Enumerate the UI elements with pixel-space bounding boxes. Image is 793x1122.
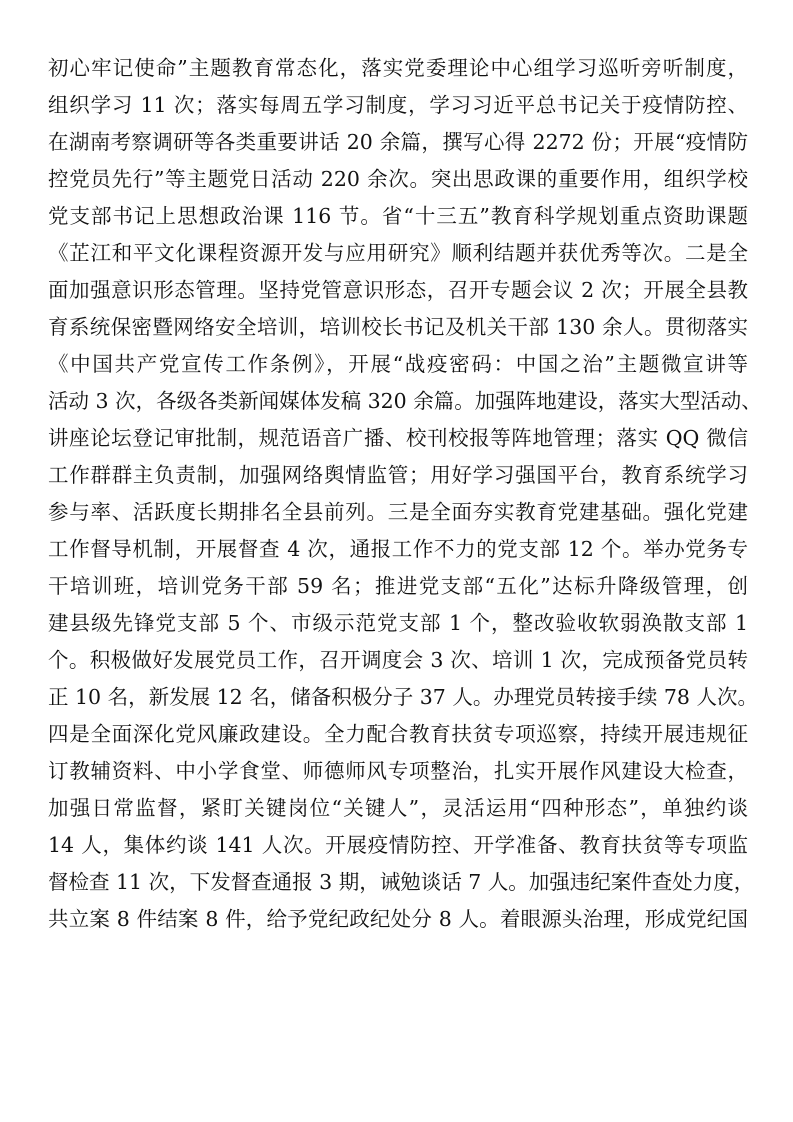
text-line: 订教辅资料、中小学食堂、师德师风专项整治，扎实开展作风建设大检查， xyxy=(48,759,748,783)
text-line: 《中国共产党宣传工作条例》，开展“战疫密码：中国之治”主题微宣讲等 xyxy=(48,352,748,376)
text-line: 建县级先锋党支部 5 个、市级示范党支部 1 个，整改验收软弱涣散支部 1 xyxy=(48,611,748,635)
text-line: 组织学习 11 次；落实每周五学习制度，学习习近平总书记关于疫情防控、 xyxy=(48,93,748,117)
text-line: 督检查 11 次，下发督查通报 3 期，诫勉谈话 7 人。加强违纪案件查处力度， xyxy=(48,870,755,894)
text-line: 正 10 名，新发展 12 名，储备积极分子 37 人。办理党员转接手续 78 人次。 xyxy=(48,685,758,709)
text-line: 初心牢记使命”主题教育常态化，落实党委理论中心组学习巡听旁听制度， xyxy=(48,56,748,80)
text-line: 面加强意识形态管理。坚持党管意识形态，召开专题会议 2 次；开展全县教 xyxy=(48,278,748,302)
text-line: 在湖南考察调研等各类重要讲话 20 余篇，撰写心得 2272 份；开展“疫情防 xyxy=(48,130,748,154)
text-line: 参与率、活跃度长期排名全县前列。三是全面夯实教育党建基础。强化党建 xyxy=(48,500,748,524)
text-line: 党支部书记上思想政治课 116 节。省“十三五”教育科学规划重点资助课题 xyxy=(48,204,748,228)
text-line: 个。积极做好发展党员工作，召开调度会 3 次、培训 1 次，完成预备党员转 xyxy=(48,648,748,672)
text-line: 工作群群主负责制，加强网络舆情监管；用好学习强国平台，教育系统学习 xyxy=(48,463,748,487)
text-line: 干培训班，培训党务干部 59 名；推进党支部“五化”达标升降级管理，创 xyxy=(48,574,748,598)
text-line: 工作督导机制，开展督查 4 次，通报工作不力的党支部 12 个。举办党务专 xyxy=(48,537,748,561)
text-line: 控党员先行”等主题党日活动 220 余次。突出思政课的重要作用，组织学校 xyxy=(48,167,748,191)
text-line: 14 人，集体约谈 141 人次。开展疫情防控、开学准备、教育扶贫等专项监 xyxy=(48,833,748,857)
body-text xyxy=(48,50,762,938)
text-line: 共立案 8 件结案 8 件，给予党纪政纪处分 8 人。着眼源头治理，形成党纪国 xyxy=(48,907,748,931)
text-line: 育系统保密暨网络安全培训，培训校长书记及机关干部 130 余人。贯彻落实 xyxy=(48,315,748,339)
text-line: 加强日常监督，紧盯关键岗位“关键人”，灵活运用“四种形态”，单独约谈 xyxy=(48,796,748,820)
text-line: 讲座论坛登记审批制，规范语音广播、校刊校报等阵地管理；落实 QQ 微信 xyxy=(48,426,748,450)
text-line: 《芷江和平文化课程资源开发与应用研究》顺利结题并获优秀等次。二是全 xyxy=(48,241,748,265)
text-line: 四是全面深化党风廉政建设。全力配合教育扶贫专项巡察，持续开展违规征 xyxy=(48,722,748,746)
text-line: 活动 3 次，各级各类新闻媒体发稿 320 余篇。加强阵地建设，落实大型活动、 xyxy=(48,389,762,413)
